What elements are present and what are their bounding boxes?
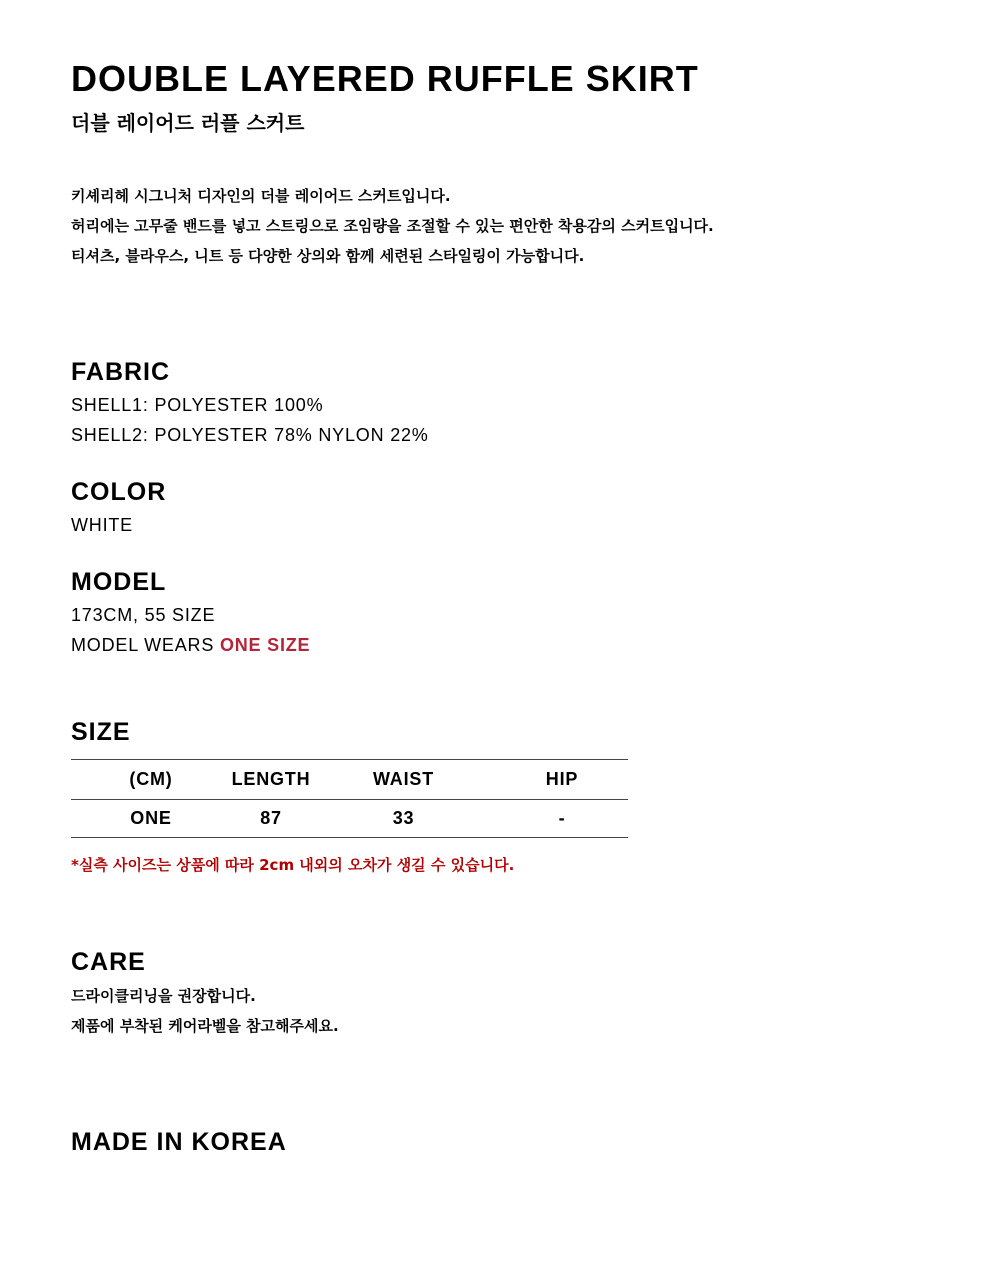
size-col-unit: (CM) bbox=[129, 769, 173, 789]
origin-label: MADE IN KOREA bbox=[71, 1128, 287, 1156]
fabric-details bbox=[71, 390, 429, 450]
size-cell-length: 87 bbox=[260, 808, 282, 828]
color-details bbox=[71, 510, 133, 540]
model-wears-prefix: MODEL WEARS bbox=[71, 635, 220, 655]
table-row bbox=[71, 800, 628, 838]
size-cell-size: ONE bbox=[130, 808, 172, 828]
care-line: 제품에 부착된 케어라벨을 참고해주세요. bbox=[71, 1017, 339, 1035]
care-line: 드라이클리닝을 권장합니다. bbox=[71, 987, 256, 1005]
size-col-waist: WAIST bbox=[373, 769, 434, 789]
product-subtitle-korean: 더블 레이어드 러플 스커트 bbox=[71, 111, 305, 135]
description-line: 허리에는 고무줄 밴드를 넣고 스트링으로 조임량을 조절할 수 있는 편안한 착용감의 스커트입니다. bbox=[71, 217, 714, 235]
fabric-shell1: SHELL1: POLYESTER 100% bbox=[71, 395, 324, 415]
care-details bbox=[71, 981, 339, 1041]
model-height-size: 173CM, 55 SIZE bbox=[71, 605, 216, 625]
size-col-length: LENGTH bbox=[231, 769, 311, 789]
size-table-header-row bbox=[71, 760, 628, 800]
model-wears-size: ONE SIZE bbox=[219, 635, 311, 655]
color-heading: COLOR bbox=[71, 478, 167, 506]
product-description bbox=[71, 181, 714, 271]
model-wears-line bbox=[71, 630, 310, 660]
size-heading: SIZE bbox=[71, 718, 131, 746]
size-col-hip: HIP bbox=[545, 769, 579, 789]
fabric-shell2: SHELL2: POLYESTER 78% NYLON 22% bbox=[71, 425, 429, 445]
model-details bbox=[71, 600, 310, 660]
care-heading: CARE bbox=[71, 948, 146, 976]
size-cell-hip: - bbox=[558, 808, 566, 828]
size-note: *실측 사이즈는 상품에 따라 2cm 내외의 오차가 생길 수 있습니다. bbox=[71, 856, 515, 874]
description-line: 티셔츠, 블라우스, 니트 등 다양한 상의와 함께 세련된 스타일링이 가능합니다. bbox=[71, 247, 585, 265]
size-table bbox=[71, 759, 628, 838]
color-value: WHITE bbox=[71, 515, 133, 535]
description-line: 키셰리헤 시그니처 디자인의 더블 레이어드 스커트입니다. bbox=[71, 187, 451, 205]
size-cell-waist: 33 bbox=[392, 808, 415, 828]
model-heading: MODEL bbox=[71, 568, 167, 596]
product-title: DOUBLE LAYERED RUFFLE SKIRT bbox=[71, 58, 699, 99]
fabric-heading: FABRIC bbox=[71, 358, 171, 386]
